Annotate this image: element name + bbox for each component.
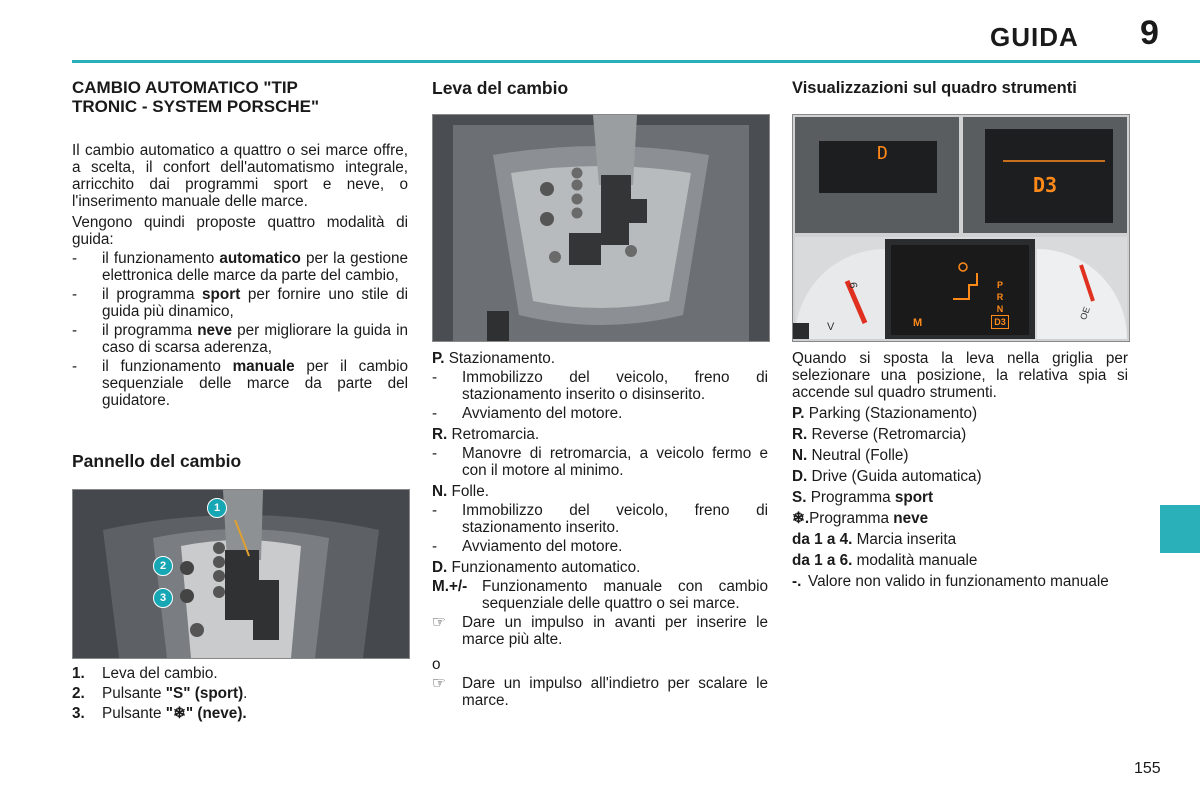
position-detail-marker: - (432, 445, 438, 462)
display-manual-letter: M (913, 317, 923, 329)
position-detail-marker: - (432, 405, 438, 422)
legend-item (72, 685, 408, 702)
chapter-number: 9 (1140, 14, 1159, 52)
legend-item (72, 705, 408, 722)
position-code: P. (432, 350, 445, 367)
legend-text (102, 665, 408, 682)
gauge-left-label-6: 6 (846, 281, 859, 290)
position-detail-marker: M.+/- (432, 578, 468, 595)
display-code-invalid (792, 573, 1128, 590)
position-detail (432, 445, 768, 479)
mode-item-marker: - (72, 250, 78, 267)
display-code-item (792, 489, 1128, 506)
position-detail-text: Dare un impulso all'indietro per scalare le marce. (462, 675, 768, 709)
position-detail-marker: ☞ (432, 675, 446, 692)
display-code: da 1 a 4. (792, 531, 853, 548)
chapter-title: GUIDA (990, 22, 1079, 52)
lever-title: Leva del cambio (432, 78, 569, 98)
position-heading (432, 426, 768, 443)
display-code-item (792, 405, 1128, 422)
mode-item-text (102, 286, 408, 320)
page-number: 155 (1134, 760, 1161, 777)
display-code-label: Drive (Guida automatica) (807, 468, 982, 485)
position-detail-marker: - (432, 369, 438, 386)
position-detail (432, 369, 768, 403)
position-detail (432, 614, 768, 648)
position-detail-marker: ☞ (432, 614, 446, 631)
display-gear-letters (991, 279, 1009, 329)
display-letter-r: R (996, 292, 1004, 302)
legend-number: 3. (72, 705, 85, 722)
callout-3: 3 (153, 588, 173, 608)
mode-item (72, 322, 408, 356)
display-code-item (792, 447, 1128, 464)
intro-paragraph: Il cambio automatico a quattro o sei marce offre, a scelta, il confort dell'automatismo integrale, arricchito dai programmi sport e neve, o l'inserimento manuale delle marce. (72, 142, 408, 210)
position-heading (432, 350, 768, 367)
position-detail-text: Avviamento del motore. (462, 538, 623, 555)
legend-item (72, 665, 408, 682)
display-code-label: Reverse (Retromarcia) (807, 426, 967, 443)
mode-item-pre: il programma (102, 322, 198, 339)
legend-text (102, 705, 408, 722)
display-code-label: Parking (Stazionamento) (804, 405, 978, 422)
display-code: S. (792, 489, 807, 506)
display-letter-d3: D3 (991, 315, 1009, 329)
mode-item-bold: neve (197, 322, 233, 339)
gear-panel-image (72, 489, 410, 659)
legend-pre: Leva del cambio. (102, 665, 218, 682)
mode-item-pre: il funzionamento (102, 250, 220, 267)
display-codes-list (792, 405, 1128, 569)
mode-item-marker: - (72, 322, 78, 339)
column-left (72, 78, 408, 722)
mode-item (72, 286, 408, 320)
mode-item (72, 358, 408, 409)
display-code-label: Programma (809, 510, 894, 527)
modes-intro: Vengono quindi proposte quattro modalità di guida: (72, 214, 408, 248)
lever-positions-list (432, 350, 768, 709)
display-code-label: Programma (806, 489, 895, 506)
display-letter-p: P (996, 280, 1003, 290)
display-code-label: modalità manuale (852, 552, 978, 569)
display-code: N. (792, 447, 808, 464)
mode-item-text (102, 358, 408, 409)
position-code: D. (432, 559, 448, 576)
legend-number: 2. (72, 685, 85, 702)
callout-1: 1 (207, 498, 227, 518)
display-code: R. (792, 426, 808, 443)
display-code: P. (792, 405, 805, 422)
callout-2: 2 (153, 556, 173, 576)
position-heading (432, 483, 768, 500)
display-code: ❄. (792, 510, 810, 527)
position-code: R. (432, 426, 448, 443)
invalid-text: Valore non valido in funzionamento manuale (808, 573, 1109, 590)
position-detail-marker: - (432, 538, 438, 555)
display-top-left-text: D (877, 143, 888, 164)
mode-item-bold: manuale (232, 358, 295, 375)
mode-item-bold: automatico (219, 250, 301, 267)
mode-item-marker: - (72, 358, 78, 375)
gear-panel-illustration (73, 490, 409, 658)
position-detail-text: Funzionamento manuale con cambio sequenziale delle quattro o sei marce. (482, 578, 768, 612)
section-title-cambio (72, 78, 408, 116)
mode-item-pre: il funzionamento (102, 358, 233, 375)
position-or: o (432, 656, 441, 673)
mode-item-post: per fornire uno stile di guida più dinamico, (102, 286, 408, 320)
invalid-marker: -. (792, 573, 802, 590)
title-line-1: CAMBIO AUTOMATICO "TIP (72, 78, 298, 97)
position-detail (432, 538, 768, 555)
gauge-left-label-v: V (827, 321, 835, 333)
dashboard-display-image (792, 114, 1130, 342)
display-code: da 1 a 6. (792, 552, 853, 569)
title-line-2: TRONIC - SYSTEM PORSCHE" (72, 97, 320, 116)
display-code-item (792, 552, 1128, 569)
display-code-item (792, 468, 1128, 485)
position-code: N. (432, 483, 448, 500)
mode-item-bold: sport (202, 286, 241, 303)
position-detail (432, 578, 768, 612)
display-intro: Quando si sposta la leva nella griglia per selezionare una posizione, la relativa spia si accende sul quadro strumenti. (792, 350, 1128, 401)
position-detail-text: Immobilizzo del veicolo, freno di stazionamento inserito. (462, 502, 768, 536)
display-title: Visualizzazioni sul quadro strumenti (792, 79, 1077, 97)
gear-lever-illustration (433, 115, 769, 341)
position-detail (432, 502, 768, 536)
position-detail-text: Manovre di retromarcia, a veicolo fermo e con il motore al minimo. (462, 445, 768, 479)
modes-list (72, 250, 408, 409)
display-code: D. (792, 468, 808, 485)
position-detail-text: Avviamento del motore. (462, 405, 623, 422)
mode-item-text (102, 250, 408, 284)
legend-post: . (243, 685, 248, 702)
mode-item-post: per la gestione elettronica delle marce da parte del cambio, (102, 250, 408, 284)
position-label: Retromarcia. (447, 426, 540, 443)
mode-item-post: per il cambio sequenziale delle marce da parte del guidatore. (102, 358, 408, 409)
display-code-item (792, 426, 1128, 443)
mode-item-post: per migliorare la guida in caso di scarsa aderenza, (102, 322, 408, 356)
legend-text (102, 685, 408, 702)
legend-number: 1. (72, 665, 85, 682)
position-label: Stazionamento. (444, 350, 556, 367)
legend-bold: "S" (sport) (165, 685, 244, 702)
position-heading (432, 559, 768, 576)
gear-lever-image (432, 114, 770, 342)
column-middle (432, 78, 768, 709)
position-label: Folle. (447, 483, 489, 500)
display-code-bold: sport (894, 489, 934, 506)
display-code-label: Neutral (Folle) (807, 447, 909, 464)
position-detail-marker: - (432, 502, 438, 519)
legend-pre: Pulsante (102, 685, 166, 702)
position-detail (432, 405, 768, 422)
legend-pre: Pulsante (102, 705, 166, 722)
display-code-bold: neve (893, 510, 929, 527)
display-code-item (792, 531, 1128, 548)
display-code-label: Marcia inserita (852, 531, 957, 548)
position-detail (432, 675, 768, 709)
display-letter-n: N (996, 304, 1004, 314)
column-right (792, 78, 1128, 590)
panel-legend (72, 665, 408, 722)
mode-item-marker: - (72, 286, 78, 303)
display-code-item (792, 510, 1128, 527)
chapter-tab-marker (1160, 505, 1200, 553)
mode-item-text (102, 322, 408, 356)
gauge-right-label: OE (1078, 305, 1092, 322)
legend-bold: "❄" (neve). (165, 705, 247, 722)
mode-item-pre: il programma (102, 286, 203, 303)
position-detail-text: Dare un impulso in avanti per inserire le marce più alte. (462, 614, 768, 648)
position-detail-text: Immobilizzo del veicolo, freno di stazionamento inserito o disinserito. (462, 369, 768, 403)
panel-title: Pannello del cambio (72, 451, 242, 471)
mode-item (72, 250, 408, 284)
position-label: Funzionamento automatico. (447, 559, 641, 576)
display-top-right-text: D3 (1033, 173, 1058, 197)
header-rule (72, 60, 1200, 63)
